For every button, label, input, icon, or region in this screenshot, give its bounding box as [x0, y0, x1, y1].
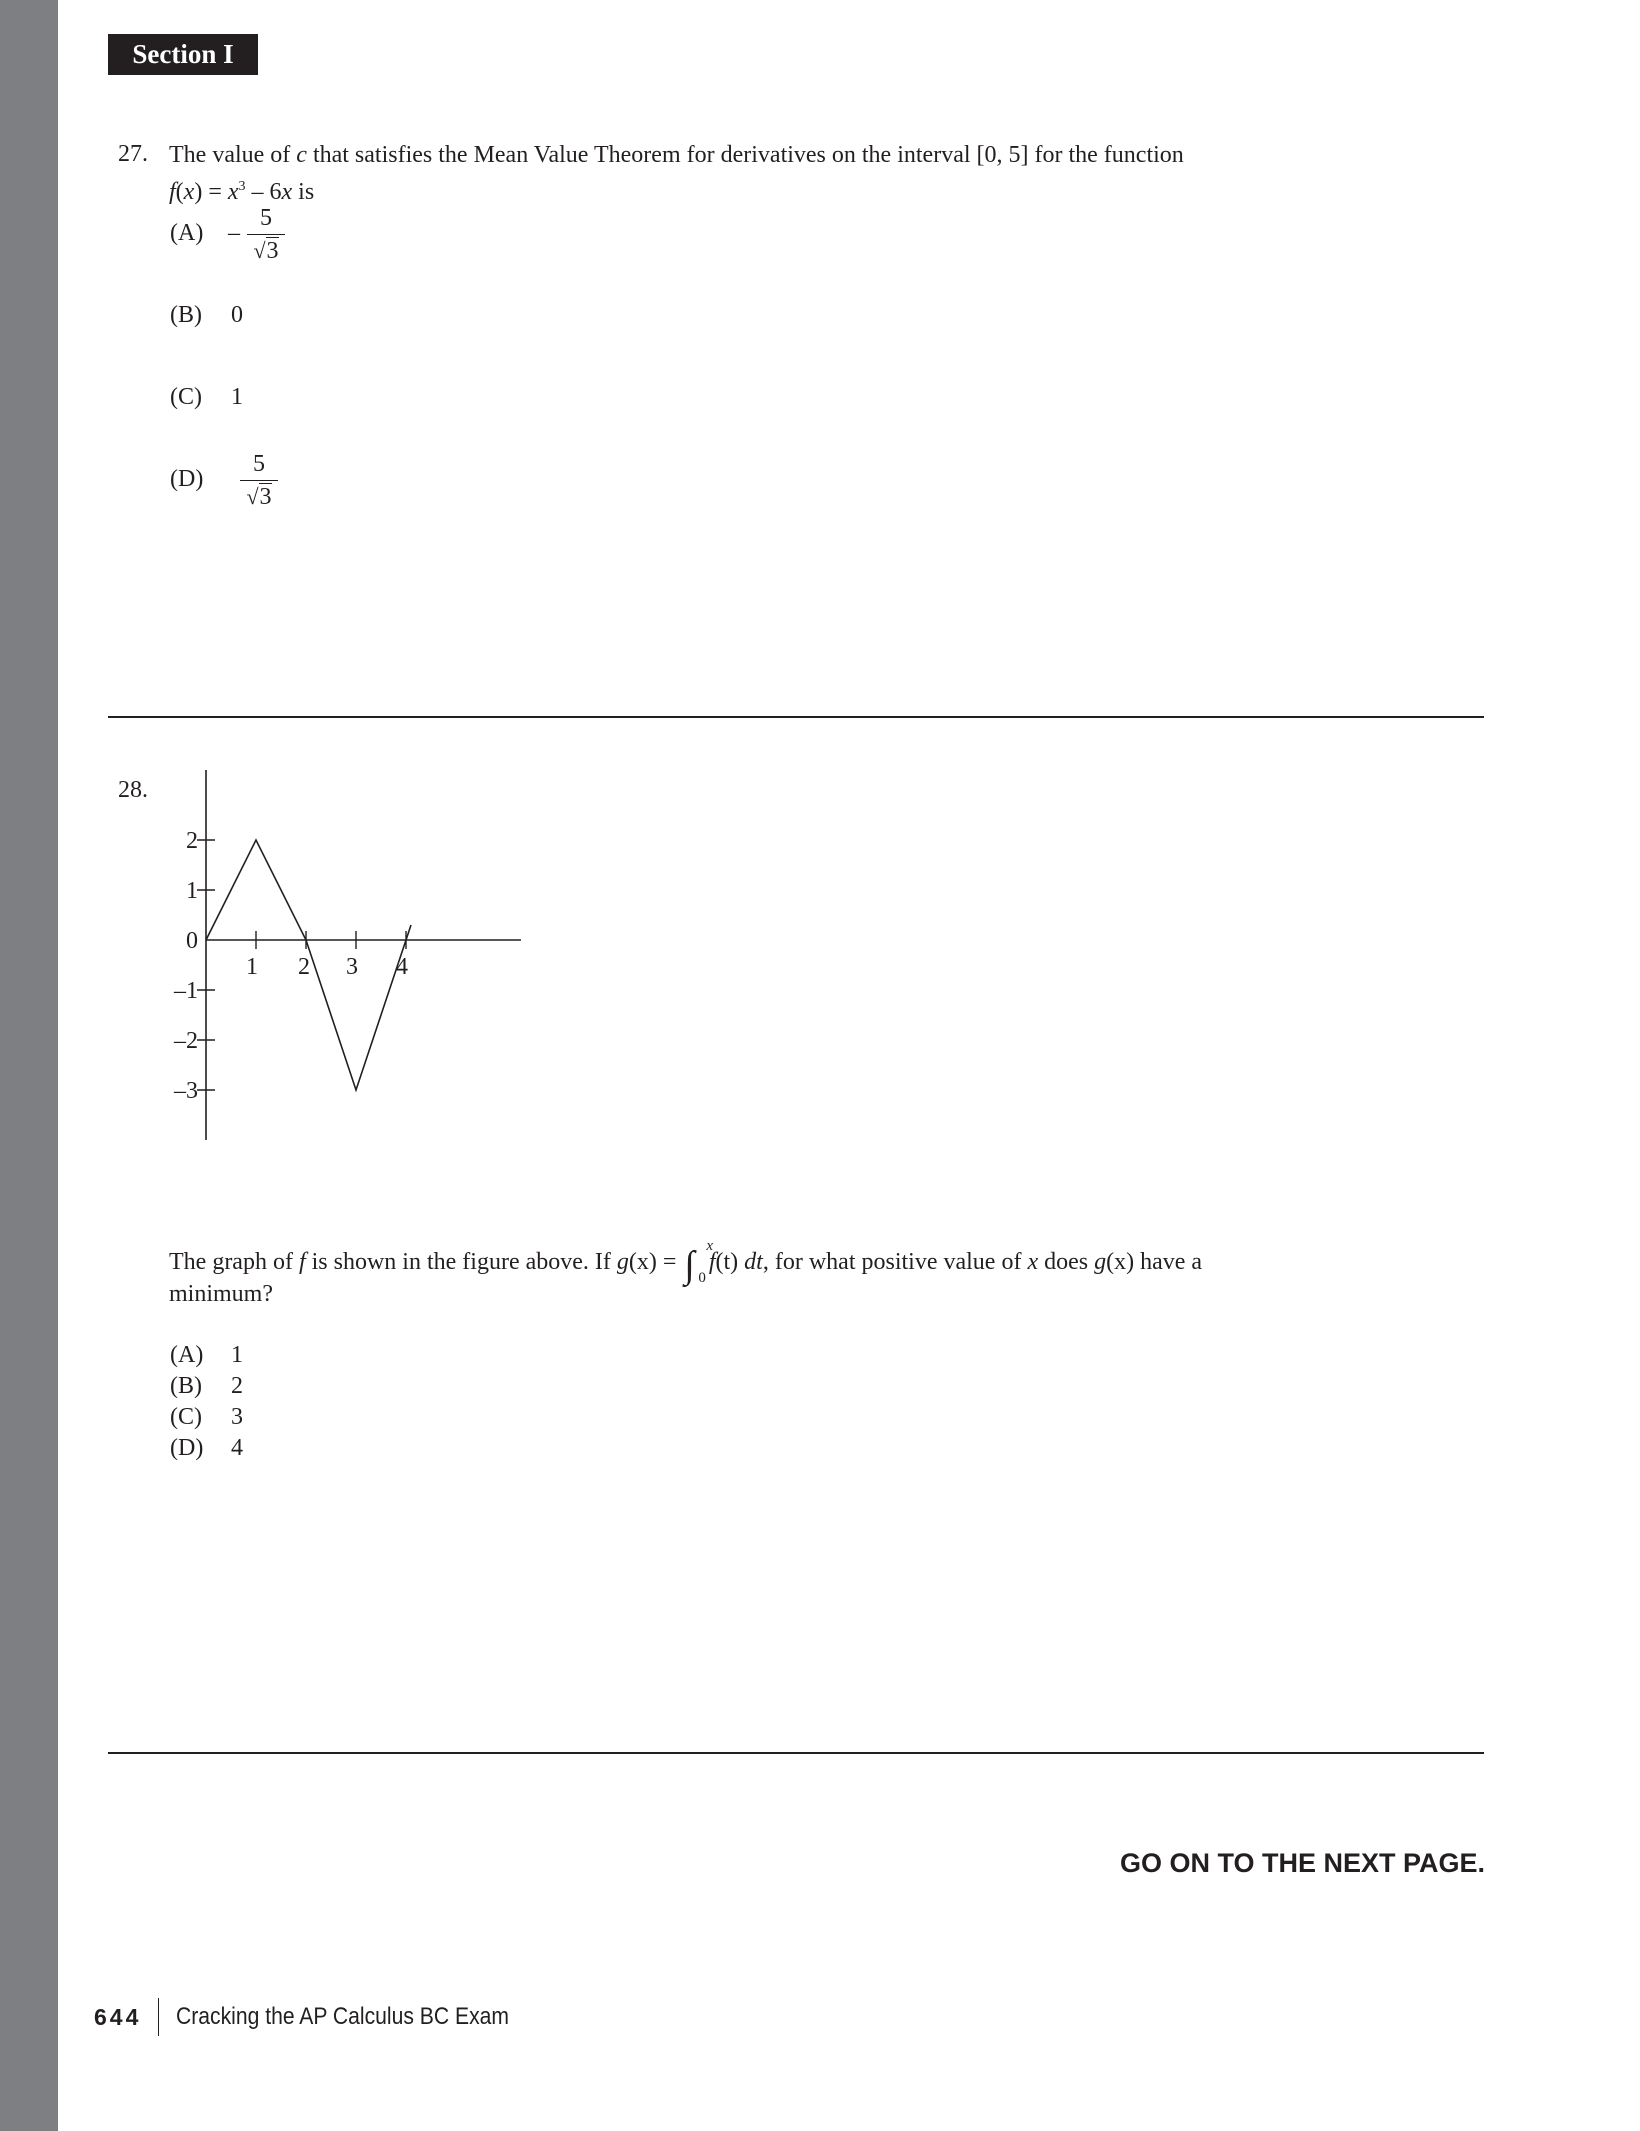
q27-choice-a-letter: (A) [170, 220, 204, 246]
q28-choice-d-letter: (D) [170, 1435, 204, 1461]
q28-text-line2: minimum? [169, 1281, 273, 1307]
q27-choice-c-value: 1 [231, 384, 243, 410]
graph-of-f [150, 768, 530, 1148]
q27-choice-d-fraction: 5 √3 [240, 450, 278, 511]
q27-text: The value of c that satisfies the Mean Value Theorem for derivatives on the interval [0, 5] for the function [169, 142, 1184, 168]
page-number: 644 [94, 2004, 142, 2030]
y-tick-label: –3 [174, 1078, 198, 1104]
x-tick-label: 1 [246, 954, 258, 980]
q27-choice-d-letter: (D) [170, 466, 204, 492]
y-tick-label: 1 [186, 878, 198, 904]
divider-rule-2 [108, 1752, 1484, 1754]
q28-choice-b-value: 2 [231, 1373, 243, 1399]
divider-rule-1 [108, 716, 1484, 718]
side-bar [0, 0, 58, 2131]
q27-choice-c-letter: (C) [170, 384, 202, 410]
q28-text: The graph of f is shown in the figure above. If g(x) = ∫ x 0 f(t) dt, for what positive value of x does g(x) have a [169, 1238, 1203, 1286]
y-tick-label: 2 [186, 828, 198, 854]
footer-separator [158, 1998, 159, 2036]
q27-choice-a-sign: – [228, 220, 240, 246]
q27-choice-b-letter: (B) [170, 302, 202, 328]
q27-function: $f(x) = x^3 - 6x$ is [169, 179, 315, 205]
go-on-next-page: GO ON TO THE NEXT PAGE. [1119, 1848, 1485, 1878]
y-tick-label: –1 [174, 978, 198, 1004]
y-tick-label: 0 [186, 928, 198, 954]
q28-choice-a-value: 1 [231, 1342, 243, 1368]
q27-choice-a-fraction: 5 √3 [247, 204, 285, 265]
x-tick-label: 3 [346, 954, 358, 980]
y-tick-label: –2 [174, 1028, 198, 1054]
q28-choice-a-letter: (A) [170, 1342, 204, 1368]
integral-sign: ∫ x 0 [684, 1238, 714, 1286]
x-tick-label: 4 [396, 954, 408, 980]
q28-choice-d-value: 4 [231, 1435, 243, 1461]
q28-choice-c-letter: (C) [170, 1404, 202, 1430]
q28-choice-b-letter: (B) [170, 1373, 202, 1399]
x-tick-label: 2 [298, 954, 310, 980]
q28-number: 28. [118, 777, 148, 803]
section-label: Section I [108, 34, 258, 75]
q28-choice-c-value: 3 [231, 1404, 243, 1430]
book-title: Cracking the AP Calculus BC Exam [176, 2003, 509, 2030]
q27-number: 27. [118, 141, 148, 167]
q27-choice-b-value: 0 [231, 302, 243, 328]
